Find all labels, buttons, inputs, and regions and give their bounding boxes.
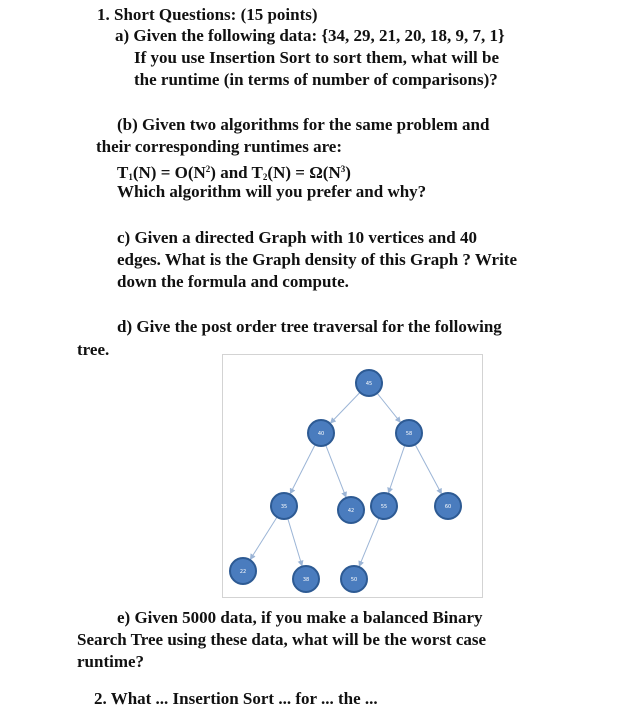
tree-edge-35-22 [250,517,277,559]
tree-node-58 [396,420,422,446]
tree-node-label: 60 [444,504,452,510]
question-a-line-1: a) Given the following data: {34, 29, 21, 20, 18, 9, 7, 1} [115,26,505,45]
t1-func: T [117,163,129,182]
question-a-line-2: If you use Insertion Sort to sort them, what will be [134,48,500,67]
tree-node-55 [371,493,397,519]
question-e-line-1: e) Given 5000 data, if you make a balanced Binary [117,608,483,627]
section-title: 1. Short Questions: (15 points) [97,5,318,24]
tree-node-42 [338,497,364,523]
t2-expression: (N) = Ω(N [267,163,341,182]
tree-node-60 [435,493,461,519]
runtimes-connector: ) and T [210,163,263,182]
question-e-line-2: Search Tree using these data, what will be the worst case [77,630,487,649]
question-a-line-3: the runtime (in terms of number of comparisons)? [134,70,498,89]
question-c-line-2: edges. What is the Graph density of this Graph ? Write [117,250,518,269]
tree-edge-40-42 [326,445,346,497]
tree-node-38 [293,566,319,592]
tree-node-label: 58 [405,431,413,437]
binary-tree-diagram [223,355,482,597]
question-b-line-2: their corresponding runtimes are: [96,137,343,156]
t1-exponent: 2 [205,164,211,174]
tree-edge-35-38 [288,518,302,565]
tree-node-40 [308,420,334,446]
t2-exponent: 3 [340,164,346,174]
tree-node-label: 38 [302,577,310,583]
tree-node-label: 35 [280,504,288,510]
question-e-line-3: runtime? [77,652,145,671]
question-c-line-1: c) Given a directed Graph with 10 vertices and 40 [117,228,477,247]
next-question-partial: 2. What ... Insertion Sort ... for ... the ... [94,689,378,708]
tree-node-label: 42 [347,508,355,514]
question-c-line-3: down the formula and compute. [117,272,349,291]
t1-subscript: 1 [128,172,133,182]
tree-edge-58-60 [415,444,441,493]
t2-subscript: 2 [262,172,268,182]
tree-node-22 [230,558,256,584]
tree-edge-58-55 [389,445,405,492]
tree-node-label: 40 [317,431,325,437]
question-b-line-4: Which algorithm will you prefer and why? [117,182,427,201]
binary-tree-figure [222,354,483,598]
tree-node-label: 22 [239,569,247,575]
question-d-line-1: d) Give the post order tree traversal for the following [117,317,502,336]
tree-node-35 [271,493,297,519]
tree-node-45 [356,370,382,396]
tree-edge-45-58 [377,393,400,422]
tree-edge-40-35 [290,445,315,494]
t1-expression: (N) = O(N [132,163,206,182]
question-d-line-2: tree. [77,340,110,359]
question-b-line-1: (b) Given two algorithms for the same problem and [117,115,490,134]
tree-edge-55-50 [359,518,379,566]
runtimes-close: ) [345,163,351,182]
tree-node-label: 50 [350,577,358,583]
tree-node-50 [341,566,367,592]
tree-edge-45-40 [331,392,360,423]
tree-node-label: 45 [365,381,373,387]
tree-node-label: 55 [380,504,388,510]
